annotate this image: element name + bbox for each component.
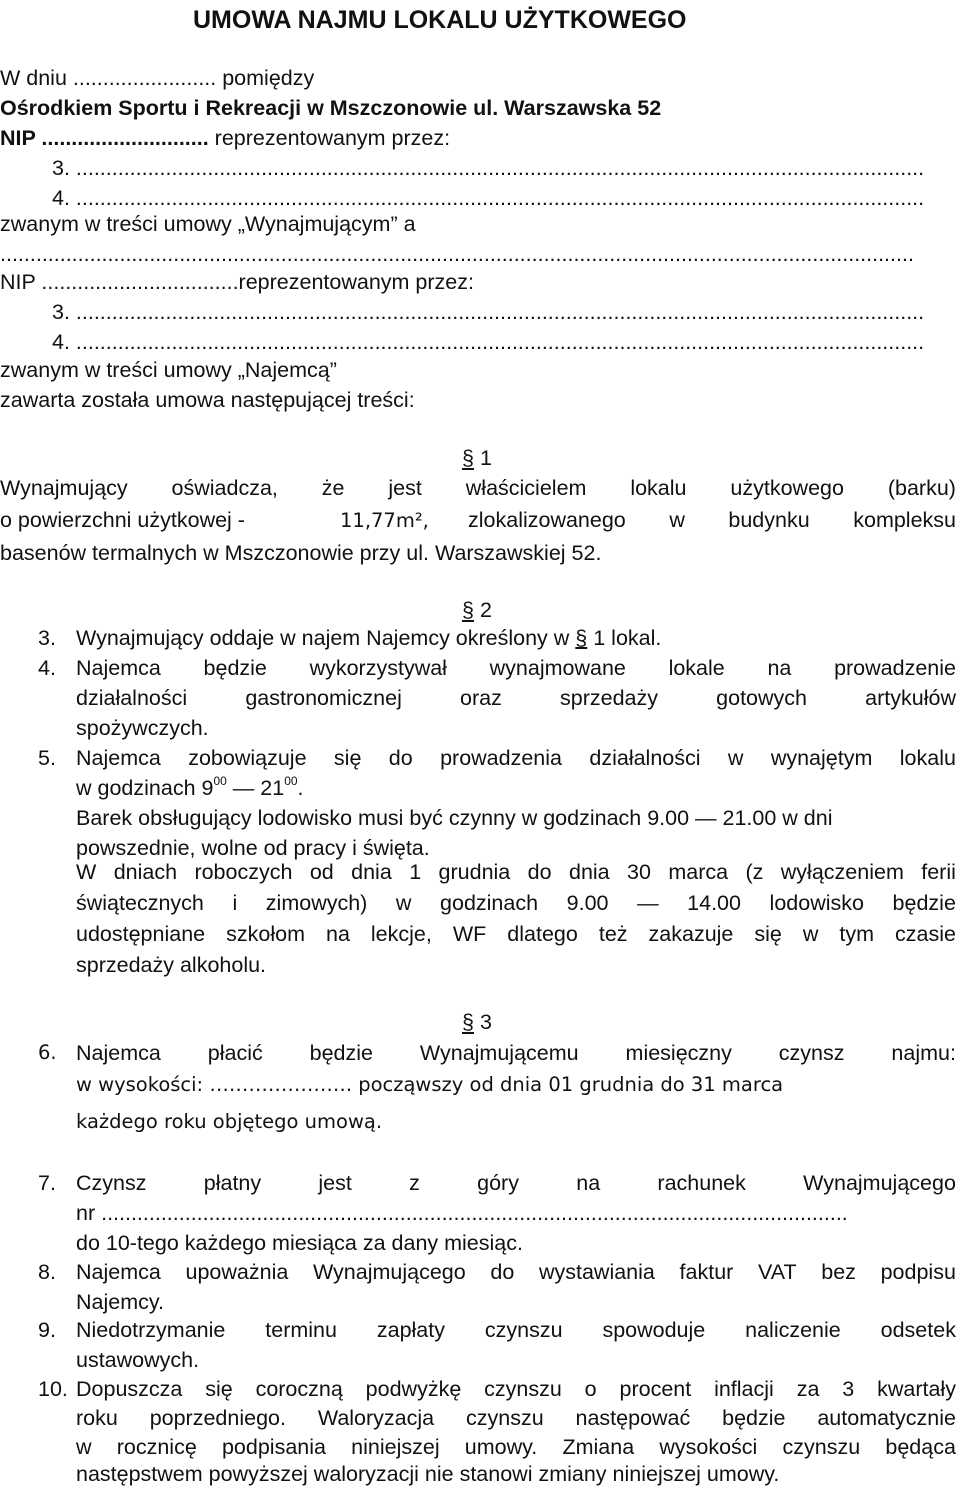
word: się bbox=[754, 922, 782, 946]
word: lekcje, bbox=[370, 922, 432, 946]
word: góry bbox=[477, 1171, 519, 1195]
word: lokalu bbox=[899, 746, 956, 770]
word: wynajmowane bbox=[489, 656, 626, 680]
word: Najemca bbox=[76, 746, 161, 770]
word: czynszu bbox=[484, 1377, 562, 1401]
item-5-line-2 bbox=[76, 774, 304, 800]
word: na bbox=[576, 1171, 601, 1195]
word: Wynajmującemu bbox=[419, 1041, 579, 1065]
word: — bbox=[637, 891, 659, 915]
word: do bbox=[490, 1260, 515, 1284]
word: wynajętym bbox=[770, 746, 873, 770]
item-4-number: 4. bbox=[38, 656, 56, 680]
word: udostępniane bbox=[76, 922, 206, 946]
word: lodowisko bbox=[769, 891, 864, 915]
word: umowy. bbox=[464, 1435, 538, 1459]
word: oświadcza, bbox=[171, 476, 278, 500]
section-number: 2 bbox=[479, 598, 492, 622]
word: na bbox=[325, 922, 350, 946]
item-5-number: 5. bbox=[38, 746, 56, 770]
party2-called: zwanym w treści umowy „Najemcą” bbox=[0, 358, 337, 382]
word: za bbox=[796, 1377, 820, 1401]
word: oraz bbox=[460, 686, 502, 710]
item-9-number: 9. bbox=[38, 1318, 56, 1342]
word: Niedotrzymanie bbox=[76, 1318, 226, 1342]
word: w bbox=[395, 891, 412, 915]
party1-nip bbox=[0, 128, 450, 150]
hours-start: w godzinach 9 bbox=[76, 776, 214, 800]
item-3-highlight: 1 lokal. bbox=[593, 626, 662, 650]
word: właścicielem bbox=[465, 476, 587, 500]
word: gotowych bbox=[716, 686, 807, 710]
word: zakazuje bbox=[648, 922, 734, 946]
word: VAT bbox=[757, 1260, 797, 1284]
word: o bbox=[584, 1377, 597, 1401]
item-8-line-2: Najemcy. bbox=[76, 1290, 165, 1314]
item-10-number: 10. bbox=[38, 1377, 68, 1401]
word: prowadzenie bbox=[834, 656, 956, 680]
word: procent bbox=[619, 1377, 692, 1401]
word: roku bbox=[76, 1406, 118, 1430]
word: kwartały bbox=[877, 1377, 956, 1401]
word: miesięczny bbox=[625, 1041, 732, 1065]
word: podpisania bbox=[221, 1435, 326, 1459]
word: spowoduje bbox=[602, 1318, 706, 1342]
word: roboczych bbox=[194, 860, 293, 884]
word: czynszu bbox=[782, 1435, 861, 1459]
word: Dopuszcza bbox=[76, 1377, 183, 1401]
item-6-line-1 bbox=[76, 1043, 956, 1065]
word: czynszu bbox=[484, 1318, 563, 1342]
word: Najemca bbox=[76, 1041, 161, 1065]
word: z bbox=[409, 1171, 420, 1195]
word: 1 bbox=[409, 860, 422, 884]
word: zimowych) bbox=[265, 891, 368, 915]
item-10-line-1 bbox=[76, 1379, 956, 1401]
word: że bbox=[321, 476, 345, 500]
party1-called: zwanym w treści umowy „Wynajmującym” a bbox=[0, 212, 416, 236]
item-4-line-3: spożywczych. bbox=[76, 716, 209, 740]
word: zobowiązuje bbox=[188, 746, 307, 770]
word: też bbox=[598, 922, 628, 946]
word: artykułów bbox=[865, 686, 956, 710]
word: wystawiania bbox=[538, 1260, 655, 1284]
word: WF bbox=[452, 922, 487, 946]
word: wykorzystywał bbox=[309, 656, 447, 680]
word: podpisu bbox=[880, 1260, 956, 1284]
s1-line-3: basenów termalnych w Mszczonowie przy ul. Warszawskiej 52. bbox=[0, 541, 602, 565]
item-5-line-3: Barek obsługujący lodowisko musi być czynny w godzinach 9.00 — 21.00 w dni bbox=[76, 806, 833, 830]
word: terminu bbox=[265, 1318, 337, 1342]
s1-line-1 bbox=[0, 478, 956, 500]
word: Najemca bbox=[76, 656, 161, 680]
party1-name: Ośrodkiem Sportu i Rekreacji w Mszczonowie ul. Warszawska 52 bbox=[0, 96, 662, 120]
word: najmu: bbox=[891, 1041, 956, 1065]
intro-line: zawarta została umowa następującej treści: bbox=[0, 388, 415, 412]
word: odsetek bbox=[880, 1318, 956, 1342]
section-symbol: § bbox=[462, 1010, 474, 1034]
word: Wynajmującego bbox=[312, 1260, 466, 1284]
word: ferii bbox=[921, 860, 956, 884]
word: zlokalizowanego bbox=[468, 508, 626, 532]
section-number: 1 bbox=[479, 446, 492, 470]
word: Zmiana bbox=[562, 1435, 635, 1459]
word: Najemca bbox=[76, 1260, 161, 1284]
word: rocznicę bbox=[116, 1435, 197, 1459]
word: lokale bbox=[668, 656, 725, 680]
word: będąca bbox=[885, 1435, 956, 1459]
word: prowadzenia bbox=[440, 746, 562, 770]
s1-line-2-c bbox=[468, 510, 956, 532]
word: rachunek bbox=[657, 1171, 746, 1195]
word: kompleksu bbox=[853, 508, 956, 532]
item-10-line-2 bbox=[76, 1408, 956, 1430]
word: do bbox=[527, 860, 552, 884]
word: działalności bbox=[76, 686, 188, 710]
hours-period: . bbox=[297, 776, 304, 800]
party1-nip-rest: reprezentowanym przez: bbox=[214, 126, 451, 150]
item-6-line-2: w wysokości: …………………. począwszy od dnia 01 grudnia do 31 marca bbox=[76, 1073, 784, 1096]
rep1-line-3: 3. .............................................................................................................................................. bbox=[52, 156, 925, 180]
s1-area: 11,77m², bbox=[340, 509, 429, 532]
word: świątecznych bbox=[76, 891, 204, 915]
word: się bbox=[205, 1377, 233, 1401]
word: w bbox=[76, 1435, 92, 1459]
word: dnia bbox=[351, 860, 392, 884]
word: 9.00 bbox=[566, 891, 609, 915]
party1-nip-label: NIP ............................ bbox=[0, 126, 209, 150]
item-5-line-5 bbox=[76, 862, 956, 884]
word: 30 bbox=[627, 860, 651, 884]
item-10-line-4: następstwem powyższej waloryzacji nie stanowi zmiany niniejszej umowy. bbox=[76, 1462, 780, 1486]
word: czynsz bbox=[778, 1041, 845, 1065]
word: w bbox=[802, 922, 819, 946]
word: Wynajmującego bbox=[803, 1171, 956, 1195]
rep2-line-4: 4. .............................................................................................................................................. bbox=[52, 330, 925, 354]
word: Wynajmujący bbox=[0, 476, 128, 500]
s1-line-2-a: o powierzchni użytkowej - bbox=[0, 508, 245, 532]
item-5-line-7 bbox=[76, 924, 956, 946]
item-5-line-6 bbox=[76, 893, 956, 915]
rep2-line-3: 3. .............................................................................................................................................. bbox=[52, 300, 925, 324]
item-5-line-4: powszednie, wolne od pracy i święta. bbox=[76, 836, 430, 860]
item-7-number: 7. bbox=[38, 1171, 56, 1195]
word: bez bbox=[821, 1260, 856, 1284]
word: będzie bbox=[309, 1041, 373, 1065]
word: do bbox=[388, 746, 413, 770]
word: sprzedaży bbox=[560, 686, 658, 710]
section-2-heading bbox=[462, 598, 492, 623]
rep1-line-4: 4. .............................................................................................................................................. bbox=[52, 186, 925, 210]
document-title: UMOWA NAJMU LOKALU UŻYTKOWEGO bbox=[193, 6, 687, 34]
word: na bbox=[767, 656, 792, 680]
word: Waloryzacja bbox=[317, 1406, 435, 1430]
word: będzie bbox=[203, 656, 267, 680]
word: czasie bbox=[895, 922, 956, 946]
section-3-heading bbox=[462, 1010, 492, 1035]
word: się bbox=[333, 746, 362, 770]
word: wysokości bbox=[659, 1435, 758, 1459]
word: następować bbox=[575, 1406, 691, 1430]
word: w bbox=[727, 746, 744, 770]
word: podwyżkę bbox=[365, 1377, 462, 1401]
item-5-line-1 bbox=[76, 748, 956, 770]
hours-end-sup: 00 bbox=[284, 774, 298, 788]
word: (z bbox=[745, 860, 764, 884]
word: lokalu bbox=[630, 476, 687, 500]
word: dniach bbox=[113, 860, 178, 884]
word: poprzedniego. bbox=[149, 1406, 286, 1430]
word: i bbox=[232, 891, 238, 915]
word: zapłaty bbox=[376, 1318, 445, 1342]
item-6-line-3: każdego roku objętego umową. bbox=[76, 1110, 383, 1133]
section-symbol: § bbox=[462, 446, 474, 470]
word: tym bbox=[839, 922, 875, 946]
word: naliczenie bbox=[745, 1318, 841, 1342]
word: automatycznie bbox=[817, 1406, 956, 1430]
word: marca bbox=[668, 860, 729, 884]
word: działalności bbox=[589, 746, 701, 770]
item-9-line-1 bbox=[76, 1320, 956, 1342]
word: dnia bbox=[568, 860, 610, 884]
word: będzie bbox=[722, 1406, 786, 1430]
word: grudnia bbox=[438, 860, 511, 884]
word: W bbox=[76, 860, 97, 884]
word: coroczną bbox=[255, 1377, 343, 1401]
section-symbol-inline: § bbox=[575, 626, 588, 650]
word: dlatego bbox=[507, 922, 578, 946]
word: Czynsz bbox=[76, 1171, 147, 1195]
item-3-text bbox=[76, 628, 661, 650]
date-line: W dniu ........................ pomiędzy bbox=[0, 66, 315, 90]
item-4-line-1 bbox=[76, 658, 956, 680]
party2-nip: NIP .................................reprezentowanym przez: bbox=[0, 270, 474, 294]
word: od bbox=[309, 860, 334, 884]
section-symbol: § bbox=[462, 598, 474, 622]
item-10-line-3 bbox=[76, 1437, 956, 1459]
word: gastronomicznej bbox=[245, 686, 402, 710]
word: wyłączeniem bbox=[780, 860, 904, 884]
word: jest bbox=[388, 476, 422, 500]
word: (barku) bbox=[887, 476, 956, 500]
word: budynku bbox=[728, 508, 810, 532]
word: upoważnia bbox=[185, 1260, 289, 1284]
word: inflacji bbox=[714, 1377, 774, 1401]
word: faktur bbox=[679, 1260, 734, 1284]
item-4-line-2 bbox=[76, 688, 956, 710]
word: będzie bbox=[892, 891, 956, 915]
word: czynszu bbox=[465, 1406, 544, 1430]
item-8-line-1 bbox=[76, 1262, 956, 1284]
item-7-line-1 bbox=[76, 1173, 956, 1195]
item-7-line-3: do 10-tego każdego miesiąca za dany miesiąc. bbox=[76, 1231, 523, 1255]
word: niniejszej bbox=[351, 1435, 440, 1459]
word: płacić bbox=[207, 1041, 263, 1065]
item-7-line-2: nr ............................................................................................................................. bbox=[76, 1201, 848, 1225]
word: szkołom bbox=[226, 922, 305, 946]
item-8-number: 8. bbox=[38, 1260, 56, 1284]
hours-start-sup: 00 bbox=[213, 774, 227, 788]
word: 3 bbox=[842, 1377, 855, 1401]
hours-end: — 21 bbox=[226, 776, 285, 800]
item-5-line-8: sprzedaży alkoholu. bbox=[76, 953, 267, 977]
word: w bbox=[669, 508, 685, 532]
party2-line: ......................................................................................................................................................... bbox=[0, 242, 914, 266]
word: godzinach bbox=[440, 891, 539, 915]
item-3-number: 3. bbox=[38, 626, 56, 650]
section-1-heading bbox=[462, 446, 492, 471]
item-6-number: 6. bbox=[38, 1041, 57, 1064]
item-3-body: Wynajmujący oddaje w najem Najemcy określony w bbox=[76, 626, 570, 650]
word: użytkowego bbox=[730, 476, 844, 500]
word: płatny bbox=[203, 1171, 262, 1195]
section-number: 3 bbox=[479, 1010, 492, 1034]
word: jest bbox=[318, 1171, 352, 1195]
item-9-line-2: ustawowych. bbox=[76, 1348, 200, 1372]
word: 14.00 bbox=[687, 891, 741, 915]
